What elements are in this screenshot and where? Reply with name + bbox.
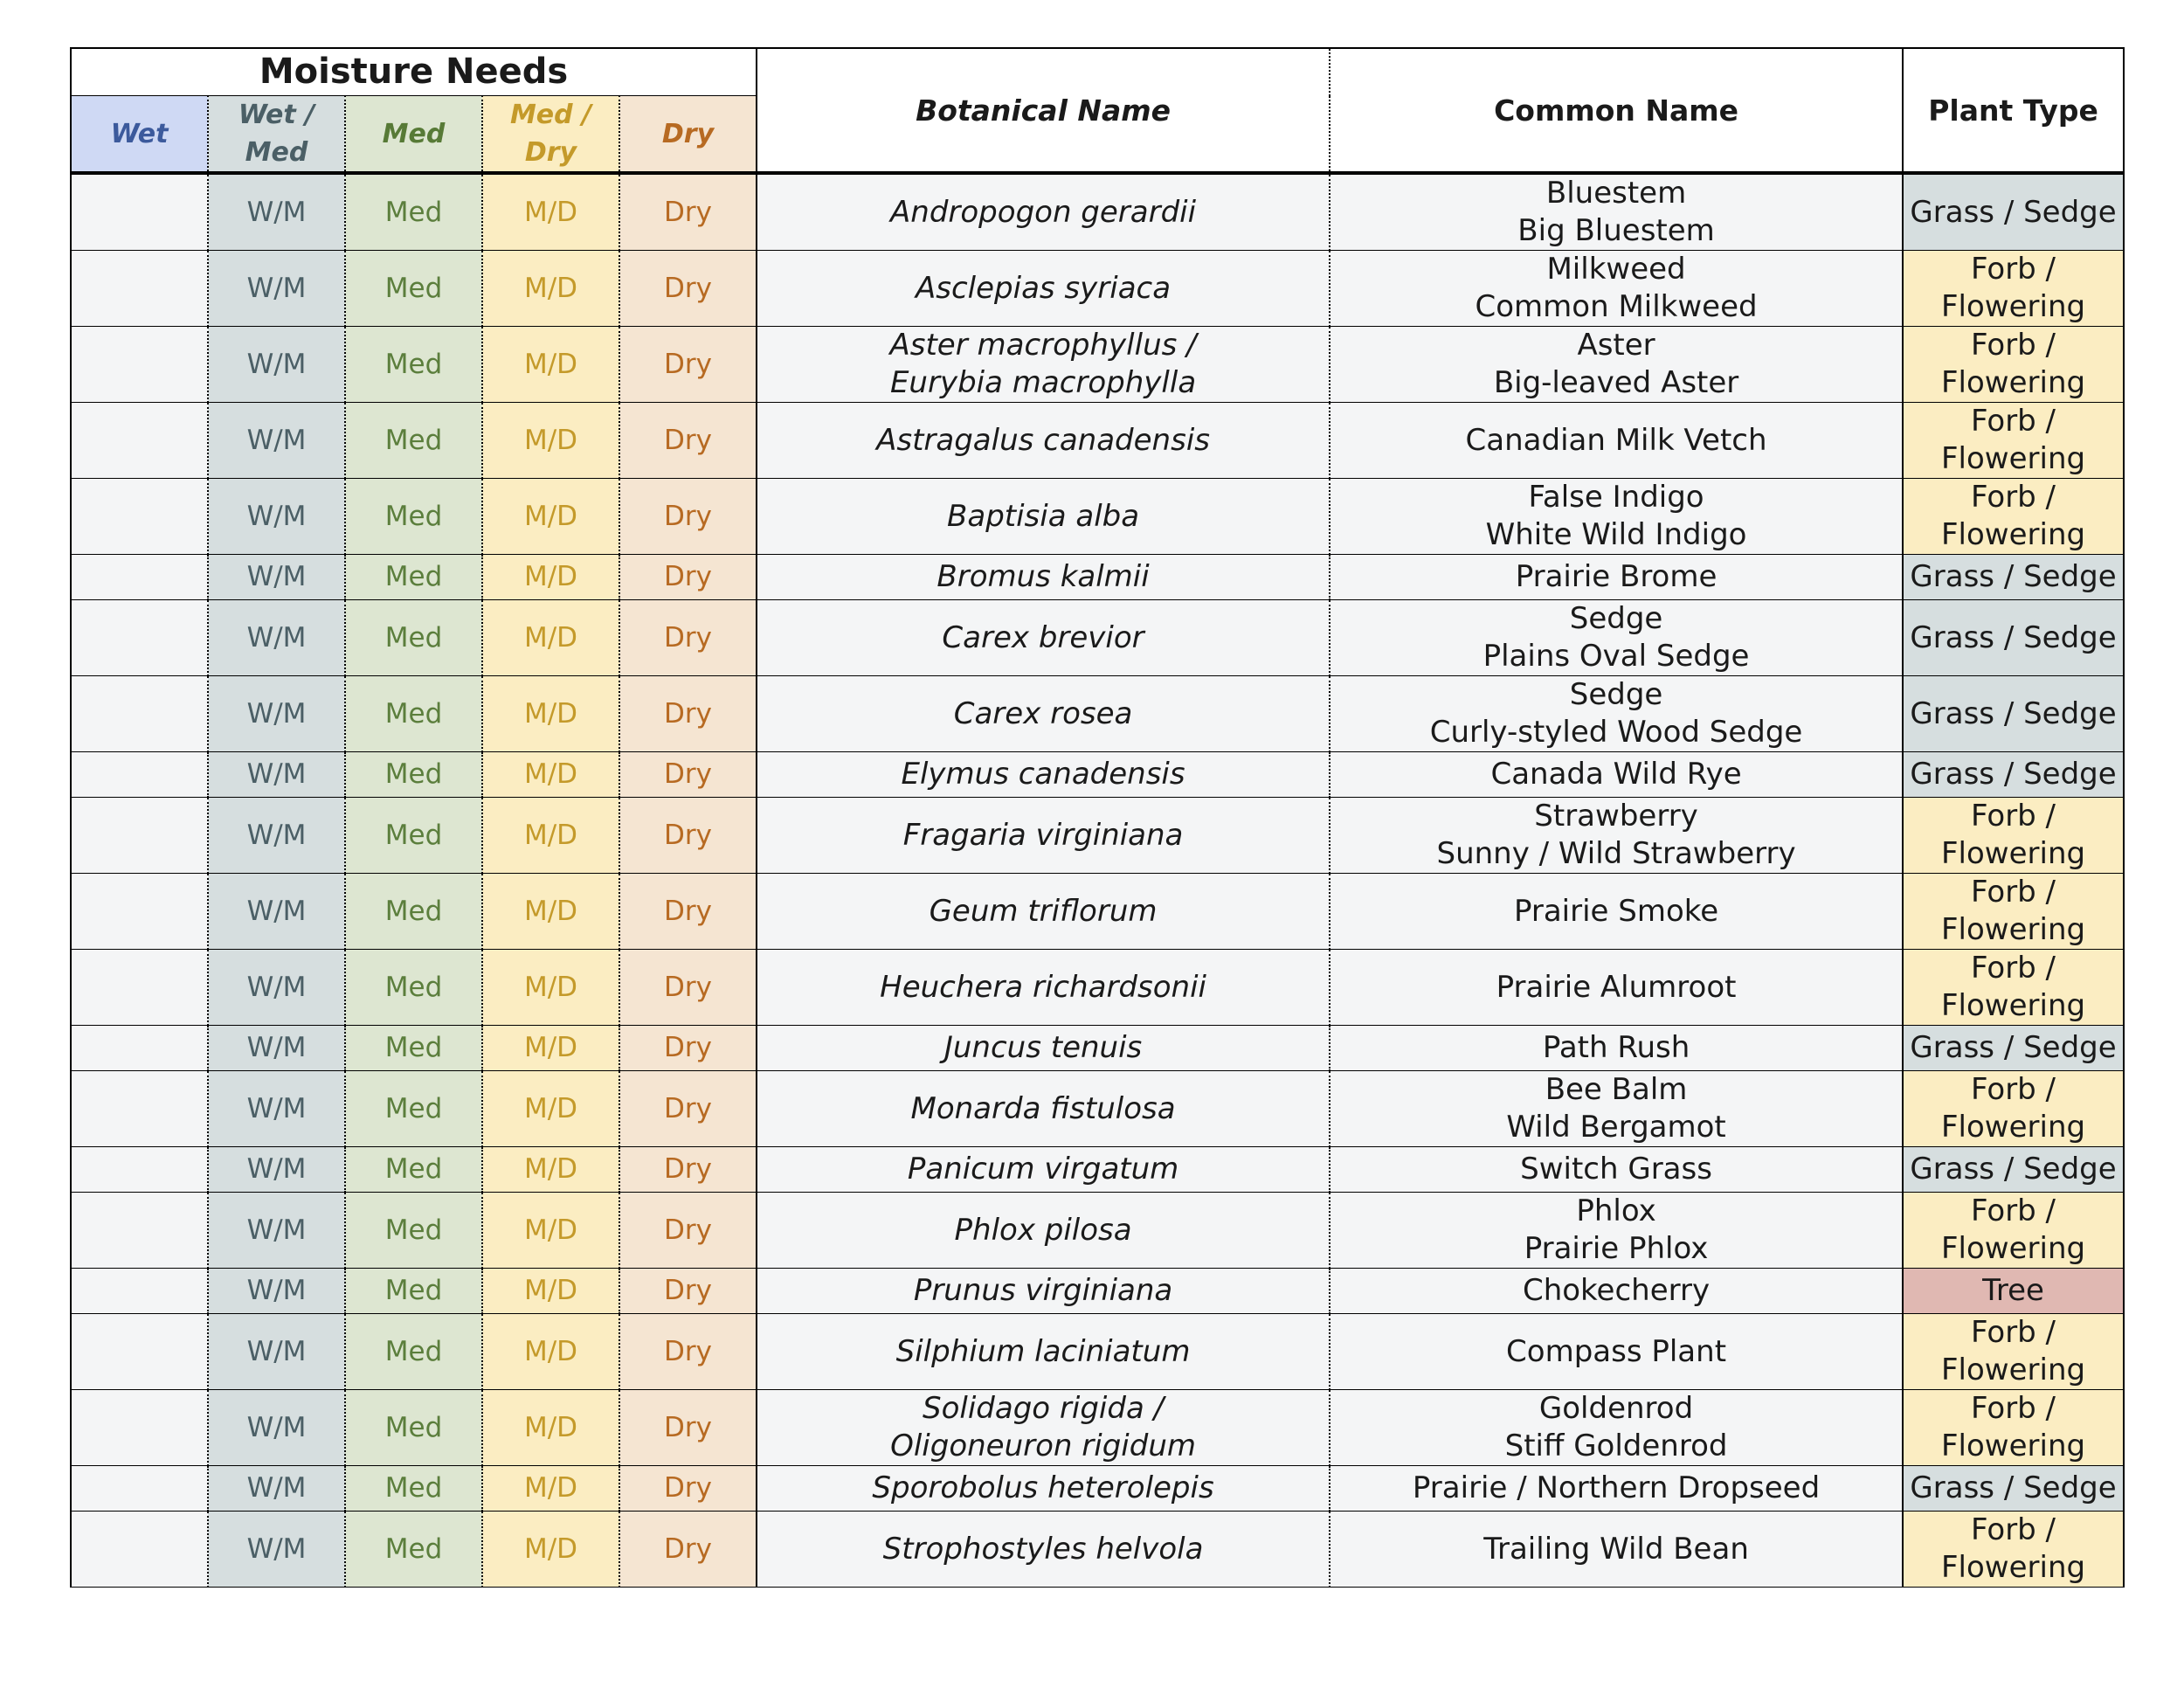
wet-med-cell: W/M (208, 403, 345, 479)
botanical-name-cell (757, 1147, 1330, 1193)
med-cell: Med (345, 1193, 482, 1269)
dry-cell: Dry (619, 676, 757, 752)
wet-med-cell: W/M (208, 798, 345, 874)
botanical-name-line: Eurybia macrophylla (889, 365, 1197, 400)
plant-type-cell (1903, 1466, 2124, 1512)
wet-cell (71, 403, 208, 479)
table-row (71, 479, 2124, 555)
plant-type-cell (1903, 1512, 2124, 1588)
med-dry-cell: M/D (482, 950, 619, 1026)
common-name-cell (1330, 1466, 1903, 1512)
common-name-line: Strawberry (1534, 799, 1698, 834)
plant-type-line: Forb / (1971, 875, 2056, 910)
wet-cell (71, 1147, 208, 1193)
common-name-cell (1330, 1071, 1903, 1147)
botanical-name-cell (757, 327, 1330, 403)
dry-cell: Dry (619, 752, 757, 798)
plant-type-line: Flowering (1941, 836, 2086, 871)
plant-type-cell (1903, 950, 2124, 1026)
common-name-line: Bee Balm (1545, 1072, 1688, 1107)
plant-type-line: Flowering (1941, 517, 2086, 552)
common-name-line: Switch Grass (1520, 1152, 1712, 1186)
med-cell: Med (345, 479, 482, 555)
dry-cell: Dry (619, 479, 757, 555)
common-name-cell (1330, 950, 1903, 1026)
botanical-name-cell (757, 1466, 1330, 1512)
plant-type-line: Forb / (1971, 1315, 2056, 1350)
plant-type-line: Grass / Sedge (1910, 1030, 2117, 1065)
plant-type-line: Flowering (1941, 1429, 2086, 1463)
botanical-name-line: Juncus tenuis (943, 1030, 1143, 1065)
botanical-name-line: Elymus canadensis (901, 757, 1185, 792)
dry-cell: Dry (619, 327, 757, 403)
common-name-line: Curly-styled Wood Sedge (1429, 715, 1803, 750)
dry-cell: Dry (619, 1466, 757, 1512)
dry-cell: Dry (619, 1390, 757, 1466)
table-row (71, 798, 2124, 874)
wet-cell (71, 798, 208, 874)
botanical-name-line: Heuchera richardsonii (880, 969, 1206, 1005)
common-name-line: Canadian Milk Vetch (1465, 422, 1767, 458)
med-dry-cell: M/D (482, 251, 619, 327)
dry-cell: Dry (619, 1026, 757, 1071)
common-name-line: Aster (1577, 328, 1655, 363)
med-cell: Med (345, 1269, 482, 1314)
plant-type-cell (1903, 479, 2124, 555)
med-dry-cell: M/D (482, 1071, 619, 1147)
med-dry-cell: M/D (482, 798, 619, 874)
dry-cell: Dry (619, 251, 757, 327)
wet-med-cell: W/M (208, 1390, 345, 1466)
botanical-name-line: Carex brevior (942, 619, 1144, 655)
common-name-cell (1330, 600, 1903, 676)
plant-type-line: Tree (1982, 1273, 2044, 1308)
med-dry-cell: M/D (482, 1390, 619, 1466)
plant-type-line: Flowering (1941, 1110, 2086, 1145)
table-row (71, 403, 2124, 479)
wet-med-cell: W/M (208, 555, 345, 600)
wet-med-header-line: Med (245, 137, 308, 168)
plant-type-cell (1903, 1193, 2124, 1269)
botanical-name-line: Oligoneuron rigidum (890, 1429, 1196, 1463)
botanical-name-line: Carex rosea (953, 695, 1133, 731)
common-name-line: Big Bluestem (1517, 213, 1715, 248)
plant-type-line: Grass / Sedge (1910, 559, 2117, 594)
plant-type-line: Flowering (1941, 988, 2086, 1023)
common-name-line: Chokecherry (1522, 1273, 1711, 1308)
wet-cell (71, 600, 208, 676)
med-dry-cell: M/D (482, 479, 619, 555)
plant-type-cell (1903, 173, 2124, 251)
botanical-name-line: Strophostyles helvola (882, 1531, 1204, 1567)
botanical-name-line: Bromus kalmii (936, 559, 1150, 594)
med-dry-cell: M/D (482, 676, 619, 752)
plant-moisture-table (70, 47, 2125, 1588)
common-name-line: White Wild Indigo (1485, 517, 1747, 552)
med-dry-cell: M/D (482, 403, 619, 479)
wet-med-cell: W/M (208, 874, 345, 950)
plant-type-cell (1903, 1026, 2124, 1071)
wet-cell (71, 1026, 208, 1071)
med-dry-header-line: Med / (509, 100, 592, 130)
dry-cell: Dry (619, 1512, 757, 1588)
dry-cell: Dry (619, 874, 757, 950)
plant-rows (71, 173, 2124, 1588)
table-row (71, 1147, 2124, 1193)
dry-cell: Dry (619, 600, 757, 676)
common-name-cell (1330, 1026, 1903, 1071)
table-row (71, 1269, 2124, 1314)
table-row (71, 1466, 2124, 1512)
common-name-cell (1330, 752, 1903, 798)
wet-cell (71, 1390, 208, 1466)
botanical-name-cell (757, 1071, 1330, 1147)
med-dry-cell: M/D (482, 327, 619, 403)
med-dry-cell: M/D (482, 555, 619, 600)
med-cell: Med (345, 1390, 482, 1466)
med-cell: Med (345, 1466, 482, 1512)
botanical-name-cell (757, 1026, 1330, 1071)
wet-med-header-line: Wet / (238, 100, 315, 130)
plant-type-line: Forb / (1971, 328, 2056, 363)
botanical-name-line: Panicum virgatum (907, 1152, 1179, 1186)
wet-med-cell: W/M (208, 1466, 345, 1512)
wet-cell (71, 1466, 208, 1512)
header-row (71, 48, 2124, 96)
botanical-name-cell (757, 403, 1330, 479)
common-name-cell (1330, 479, 1903, 555)
wet-cell (71, 1071, 208, 1147)
plant-type-line: Grass / Sedge (1910, 1152, 2117, 1186)
common-name-cell (1330, 676, 1903, 752)
common-name-cell (1330, 251, 1903, 327)
common-name-line: Wild Bergamot (1506, 1110, 1726, 1145)
plant-type-cell (1903, 1314, 2124, 1390)
plant-type-cell (1903, 1147, 2124, 1193)
med-cell: Med (345, 676, 482, 752)
botanical-name-line: Aster macrophyllus / (889, 328, 1197, 363)
plant-type-line: Flowering (1941, 441, 2086, 476)
botanical-name-cell (757, 251, 1330, 327)
common-name-cell (1330, 1390, 1903, 1466)
plant-type-cell (1903, 676, 2124, 752)
common-name-cell (1330, 173, 1903, 251)
plant-type-header: Plant Type (1903, 48, 2124, 173)
dry-cell: Dry (619, 1269, 757, 1314)
botanical-name-line: Asclepias syriaca (916, 270, 1171, 306)
table-row (71, 752, 2124, 798)
common-name-line: Prairie Alumroot (1496, 969, 1737, 1005)
wet-cell (71, 251, 208, 327)
med-dry-cell: M/D (482, 1026, 619, 1071)
common-name-cell (1330, 327, 1903, 403)
wet-med-cell: W/M (208, 327, 345, 403)
table-row (71, 251, 2124, 327)
common-name-cell (1330, 1269, 1903, 1314)
plant-type-line: Forb / (1971, 252, 2056, 287)
common-name-cell (1330, 798, 1903, 874)
wet-med-cell: W/M (208, 950, 345, 1026)
moisture-needs-header: Moisture Needs (71, 48, 757, 96)
plant-type-line: Forb / (1971, 1072, 2056, 1107)
common-name-line: False Indigo (1528, 480, 1704, 515)
wet-cell (71, 950, 208, 1026)
common-name-line: Prairie Smoke (1513, 893, 1719, 929)
dry-cell: Dry (619, 173, 757, 251)
common-name-line: Sunny / Wild Strawberry (1436, 836, 1796, 871)
botanical-name-line: Phlox pilosa (954, 1212, 1132, 1248)
common-name-cell (1330, 1193, 1903, 1269)
wet-med-cell: W/M (208, 1026, 345, 1071)
wet-cell (71, 555, 208, 600)
dry-header: Dry (619, 96, 757, 174)
plant-type-line: Forb / (1971, 799, 2056, 834)
med-cell: Med (345, 874, 482, 950)
wet-med-cell: W/M (208, 1147, 345, 1193)
common-name-line: Prairie Brome (1515, 559, 1717, 594)
common-name-cell (1330, 1314, 1903, 1390)
med-cell: Med (345, 1314, 482, 1390)
botanical-name-cell (757, 1193, 1330, 1269)
med-dry-cell: M/D (482, 1147, 619, 1193)
plant-type-cell (1903, 555, 2124, 600)
common-name-line: Compass Plant (1506, 1333, 1727, 1369)
dry-cell: Dry (619, 555, 757, 600)
common-name-line: Plains Oval Sedge (1482, 639, 1750, 674)
botanical-name-line: Geum triflorum (929, 893, 1158, 929)
dry-cell: Dry (619, 1314, 757, 1390)
botanical-name-line: Fragaria virginiana (902, 817, 1184, 853)
wet-med-cell: W/M (208, 1071, 345, 1147)
plant-type-line: Grass / Sedge (1910, 619, 2117, 655)
med-cell: Med (345, 555, 482, 600)
med-cell: Med (345, 403, 482, 479)
botanical-name-cell (757, 950, 1330, 1026)
med-dry-cell: M/D (482, 1512, 619, 1588)
plant-type-line: Flowering (1941, 912, 2086, 947)
wet-med-header (208, 96, 345, 174)
common-name-line: Goldenrod (1538, 1391, 1694, 1426)
med-cell: Med (345, 950, 482, 1026)
med-dry-cell: M/D (482, 1466, 619, 1512)
botanical-name-line: Baptisia alba (947, 498, 1140, 534)
plant-type-line: Forb / (1971, 1391, 2056, 1426)
med-dry-header (482, 96, 619, 174)
table-row (71, 600, 2124, 676)
botanical-name-cell (757, 1269, 1330, 1314)
botanical-name-line: Monarda fistulosa (910, 1090, 1176, 1126)
wet-med-cell: W/M (208, 251, 345, 327)
plant-type-line: Forb / (1971, 951, 2056, 986)
wet-med-cell: W/M (208, 752, 345, 798)
plant-type-line: Forb / (1971, 404, 2056, 439)
med-dry-cell: M/D (482, 874, 619, 950)
common-name-line: Big-leaved Aster (1493, 365, 1739, 400)
med-cell: Med (345, 1512, 482, 1588)
wet-cell (71, 1269, 208, 1314)
dry-cell: Dry (619, 1071, 757, 1147)
wet-med-cell: W/M (208, 173, 345, 251)
table-row (71, 950, 2124, 1026)
common-name-cell (1330, 1147, 1903, 1193)
plant-type-line: Grass / Sedge (1910, 1470, 2117, 1505)
table-row (71, 1314, 2124, 1390)
plant-type-cell (1903, 1390, 2124, 1466)
common-name-line: Common Milkweed (1475, 289, 1758, 324)
table-row (71, 173, 2124, 251)
common-name-cell (1330, 874, 1903, 950)
wet-med-cell: W/M (208, 1193, 345, 1269)
common-name-line: Sedge (1569, 677, 1663, 712)
wet-med-cell: W/M (208, 1512, 345, 1588)
med-cell: Med (345, 327, 482, 403)
wet-med-cell: W/M (208, 1314, 345, 1390)
plant-type-line: Flowering (1941, 1550, 2086, 1585)
plant-type-line: Flowering (1941, 365, 2086, 400)
med-dry-header-line: Dry (524, 137, 577, 168)
wet-cell (71, 752, 208, 798)
common-name-line: Canada Wild Rye (1490, 757, 1742, 792)
botanical-name-cell (757, 1390, 1330, 1466)
plant-type-cell (1903, 874, 2124, 950)
plant-type-line: Grass / Sedge (1910, 695, 2117, 731)
med-cell: Med (345, 173, 482, 251)
botanical-name-line: Prunus virginiana (913, 1273, 1173, 1308)
botanical-name-cell (757, 173, 1330, 251)
plant-type-cell (1903, 600, 2124, 676)
wet-med-cell: W/M (208, 1269, 345, 1314)
plant-type-line: Forb / (1971, 1193, 2056, 1228)
table-row (71, 1512, 2124, 1588)
med-dry-cell: M/D (482, 1314, 619, 1390)
med-cell: Med (345, 600, 482, 676)
plant-type-line: Flowering (1941, 289, 2086, 324)
med-cell: Med (345, 1071, 482, 1147)
common-name-cell (1330, 1512, 1903, 1588)
dry-cell: Dry (619, 1147, 757, 1193)
plant-type-line: Grass / Sedge (1910, 194, 2117, 230)
common-name-line: Prairie Phlox (1524, 1231, 1709, 1266)
common-name-line: Stiff Goldenrod (1504, 1429, 1728, 1463)
wet-cell (71, 1314, 208, 1390)
wet-cell (71, 1512, 208, 1588)
botanical-name-cell (757, 752, 1330, 798)
plant-type-line: Forb / (1971, 1512, 2056, 1547)
botanical-name-cell (757, 600, 1330, 676)
botanical-name-cell (757, 798, 1330, 874)
wet-cell (71, 676, 208, 752)
botanical-name-cell (757, 479, 1330, 555)
common-name-line: Prairie / Northern Dropseed (1412, 1470, 1821, 1505)
botanical-name-cell (757, 676, 1330, 752)
wet-med-cell: W/M (208, 676, 345, 752)
plant-type-cell (1903, 327, 2124, 403)
plant-type-cell (1903, 251, 2124, 327)
wet-cell (71, 1193, 208, 1269)
botanical-name-line: Sporobolus heterolepis (872, 1470, 1214, 1505)
botanical-name-line: Andropogon gerardii (890, 194, 1197, 230)
common-name-line: Trailing Wild Bean (1483, 1531, 1749, 1567)
table-row (71, 1193, 2124, 1269)
med-cell: Med (345, 1026, 482, 1071)
table-row (71, 327, 2124, 403)
common-name-header: Common Name (1330, 48, 1903, 173)
wet-cell (71, 479, 208, 555)
plant-type-line: Forb / (1971, 480, 2056, 515)
med-dry-cell: M/D (482, 1269, 619, 1314)
botanical-name-line: Silphium laciniatum (895, 1333, 1191, 1369)
wet-cell (71, 327, 208, 403)
plant-type-cell (1903, 1269, 2124, 1314)
med-header: Med (345, 96, 482, 174)
wet-cell (71, 874, 208, 950)
med-dry-cell: M/D (482, 1193, 619, 1269)
dry-cell: Dry (619, 1193, 757, 1269)
botanical-name-header: Botanical Name (757, 48, 1330, 173)
common-name-cell (1330, 555, 1903, 600)
wet-cell (71, 173, 208, 251)
botanical-name-cell (757, 1314, 1330, 1390)
table-row (71, 874, 2124, 950)
plant-type-cell (1903, 1071, 2124, 1147)
plant-type-line: Grass / Sedge (1910, 757, 2117, 792)
med-cell: Med (345, 251, 482, 327)
botanical-name-line: Solidago rigida / (923, 1391, 1165, 1426)
common-name-line: Phlox (1576, 1193, 1656, 1228)
plant-type-cell (1903, 798, 2124, 874)
med-cell: Med (345, 1147, 482, 1193)
table-row (71, 1026, 2124, 1071)
botanical-name-cell (757, 1512, 1330, 1588)
common-name-line: Sedge (1569, 601, 1663, 636)
dry-cell: Dry (619, 950, 757, 1026)
plant-type-line: Flowering (1941, 1352, 2086, 1387)
table-row (71, 1071, 2124, 1147)
wet-header: Wet (71, 96, 208, 174)
botanical-name-cell (757, 555, 1330, 600)
plant-type-cell (1903, 403, 2124, 479)
table-row (71, 1390, 2124, 1466)
common-name-line: Path Rush (1542, 1030, 1690, 1065)
plant-type-cell (1903, 752, 2124, 798)
med-dry-cell: M/D (482, 600, 619, 676)
common-name-line: Milkweed (1546, 252, 1686, 287)
med-cell: Med (345, 752, 482, 798)
table-row (71, 676, 2124, 752)
med-dry-cell: M/D (482, 173, 619, 251)
dry-cell: Dry (619, 403, 757, 479)
botanical-name-line: Astragalus canadensis (876, 422, 1210, 458)
plant-type-line: Flowering (1941, 1231, 2086, 1266)
med-cell: Med (345, 798, 482, 874)
wet-med-cell: W/M (208, 600, 345, 676)
botanical-name-cell (757, 874, 1330, 950)
med-dry-cell: M/D (482, 752, 619, 798)
dry-cell: Dry (619, 798, 757, 874)
common-name-cell (1330, 403, 1903, 479)
table-row (71, 555, 2124, 600)
common-name-line: Bluestem (1545, 176, 1687, 211)
wet-med-cell: W/M (208, 479, 345, 555)
